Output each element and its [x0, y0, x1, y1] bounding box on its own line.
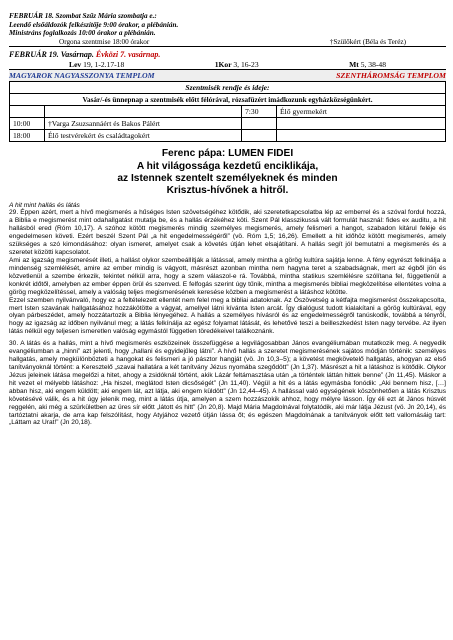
paragraph-29c: Ezzel szemben nyilvánvaló, hogy ez a feltételezett ellentét nem felel meg a bibliai adatoknak. Az Ószövetség a kétfajta megismerést összekapcsolta, mert Isten szavának hallgatásához hozzákötötte a vágyat, amellyel látni kívánta Isten arcát. Így dialógust tudott kialakítani a görög kultúrával, egy olyan párbeszédet, amely hozzátartozik a Biblia lényegéhez. A hallás a személyes hívásról és az engedelmességről tanúskodik, továbbá a tényről, hogy az igazság az időben nyilvánul meg; a látás felkínálja az egész folyamat látását, és lehetővé teszi a beilleszkedést Isten nagy tervébe. Az ilyen látás nélkül egy teljesen ismeretlen valóság egymástól független töredékeivel találkoznánk.	[9, 296, 446, 336]
time-right	[242, 130, 277, 142]
first-communion-notice: Leendő elsőáldozók felkészítője 9:00 órakor, a plébánián.	[9, 20, 179, 29]
saturday-intention: †Szülőkért (Béla és Teréz)	[329, 37, 406, 46]
sunday-rank: Évközi 7. vasárnap.	[95, 50, 161, 60]
intention-left	[45, 106, 242, 118]
paragraph-29: 29. Éppen azért, mert a hívő megismerés a hűséges Isten szövetségéhez kötődik, aki szeretetkapcsolatba lép az emberrel és a szóval fordul hozzá, a Biblia e megismerést mint odahallgatást mutatja be, és a hallás érzékéhez köti. Szent Pál klasszikussá vált formulát használ: fides ex auditu, a hit hallásból ered (Róm 10,17). A szóhoz kötött megismerés mindig személyes megismerés, amely felismeri a hangot, szabadon kitárul feléje és engedelmesen követi. Ezért beszél Szent Pál „a hit engedelmességéről” (vö. Róm 1,5; 16,26). Emellett a hit időhöz kötött megismerés, amely szükséges a szó kimondásához: olyan ismeret, amelyet csak a követés útján lehet elsajátítani. A hallás segít jól bemutatni a megismerés és a szeretet közötti kapcsolatot.	[9, 209, 446, 257]
intention-right	[277, 130, 446, 142]
divider	[9, 46, 446, 47]
title-line-3: az Istennek szentelt személyeknek és minden	[117, 172, 338, 184]
mass-table-header: Szentmisék rendje és ideje:	[10, 82, 446, 94]
organ-mass-text: Orgona szentmise 18:00 órakor	[59, 37, 150, 46]
reading-3	[349, 60, 386, 69]
reading-2-label: 1Kor	[214, 60, 232, 70]
article-subtitle: A hit mint hallás és látás	[9, 201, 80, 209]
table-row	[10, 106, 446, 118]
intention-left: †Varga Zsuzsannáért és Bakos Pálért	[45, 118, 242, 130]
title-line-4: Krisztus-hívőnek a hitről.	[166, 185, 289, 197]
reading-1	[69, 60, 124, 69]
time-left	[10, 106, 45, 118]
saturday-mass-line	[9, 38, 446, 47]
time-right: 7:30	[242, 106, 277, 118]
time-left: 18:00	[10, 130, 45, 142]
reading-3-ref: 5, 38-48	[360, 60, 386, 70]
mass-schedule-table	[9, 81, 446, 142]
church-header	[9, 69, 446, 81]
church-right: SZENTHÁROMSÁG TEMPLOM	[336, 71, 446, 81]
article-title	[9, 148, 446, 197]
reading-2-ref: 3, 16-23	[233, 60, 259, 70]
altar-server-notice: Ministráns foglalkozás 10:00 órakor a plébánián.	[9, 29, 156, 38]
saturday-block	[9, 0, 446, 46]
title-line-2: A hit világossága kezdetű enciklikája,	[136, 160, 319, 172]
saturday-heading: FEBRUÁR 18. Szombat Szűz Mária szombatja e.:	[9, 12, 157, 20]
table-row	[10, 130, 446, 142]
intention-left: Élő testvérekért és családtagokért	[45, 130, 242, 142]
sunday-date: FEBRUÁR 19. Vasárnap.	[9, 50, 94, 60]
article-body	[9, 202, 446, 428]
intention-right: Élő gyermekért	[277, 106, 446, 118]
readings-line	[9, 60, 446, 69]
time-right	[242, 118, 277, 130]
church-left: MAGYAROK NAGYASSZONYA TEMPLOM	[9, 71, 155, 81]
reading-3-label: Mt	[349, 60, 359, 70]
table-row	[10, 118, 446, 130]
reading-1-label: Lev	[69, 60, 82, 70]
reading-1-ref: 19, 1-2.17-18	[83, 60, 125, 70]
paragraph-30: 30. A látás és a hallás, mint a hívő megismerés eszközeinek összefüggése a legvilágosabban János evangéliumában mutatkozik meg. A negyedik evangéliumban a „hinni” azt jelenti, hogy „hallani és egyidejűleg látni”. A hívő hallás a szeretet megismerésének sajátos módján történik: személyes hallgatás, amely megkülönbözteti a hangokat és felismeri a jó pásztor hangját (vö. Jn 10,3–5); a követést megkövetelő hallgatás, ahogyan az első tanítványoknál történt: a Keresztelő „szavai hallatára a két tanítvány Jézus nyomába szegődött” (Jn 1,37). Másrészt a hit a látáshoz is kötődik. Olykor Jézus jeleinek látása megelőzi a hitet, ahogy a zsidóknál történt, akik Lázár feltámasztása után „a történtek láttán hittek benne” (Jn 11,45). Máskor a hit vezet el mélyebb látáshoz: „Ha hiszel, meglátod Isten dicsőségét” (Jn 11,40). Végül a hit és a látás egymásba fonódik: „Aki bennem hisz, […] abban hisz, aki engem küldött; aki engem lát, azt látja, aki engem küldött” (Jn 12,44–45). A hallással való egységének köszönhetően a látás Krisztus követésévé válik, és a hit úgy jelenik meg, mint a látás útja, amelyen a szem hozzászokik ahhoz, hogy mélyre lásson. Így éli ezt át János húsvét reggelén, aki még a szürkületben az üres sír előtt „látott és hitt” (Jn 20,8). Majd Mária Magdolnával folytatódik, aki már látja Jézust (vö. Jn 20,14), és tartóztatni akarja, de arra kap felszólítást, hogy Atyjához vezető útján lássa őt; és egészen Magdolnának a tanítványok előtt tett vallomásáig tart: „Láttam az Urat!” (Jn 20,18).	[9, 340, 446, 427]
intention-right	[277, 118, 446, 130]
sunday-heading	[9, 50, 446, 60]
rosary-notice: Vasár/-és ünnepnap a szentmisék előtt félórával, rózsafüzért imádkozunk egyházközségünkért.	[10, 94, 446, 106]
paragraph-29b: Ami az igazság megismerését illeti, a hallást olykor szembeállítják a látással, amely mintha a görög kultúra sajátja lenne. A fény egyrészt felkínálja a mindenség szemlélését, amire az ember mindig is vágyott, másrészt azonban mintha nem hagyna teret a szabadságnak, mert az égből jön és közvetlenül a szembe érkezik, tekintet nélkül arra, hogy a szem válaszol-e rá. Továbbá, mintha statikus szemlélésre szólítana fel, függetlenül a konkrét időtől, amelyben az ember éppen örül és szenved. E felfogás szerint úgy tűnik, mintha a megismerés bibliai megközelítése ellentétes volna a görög megközelítéssel, amely a valóság teljes megismerésének keresése közben a megismerést a látáshoz kötötte.	[9, 257, 446, 296]
time-left: 10:00	[10, 118, 45, 130]
title-line-1: Ferenc pápa: LUMEN FIDEI	[161, 148, 294, 160]
reading-2	[215, 60, 259, 69]
bulletin-page	[9, 0, 446, 427]
